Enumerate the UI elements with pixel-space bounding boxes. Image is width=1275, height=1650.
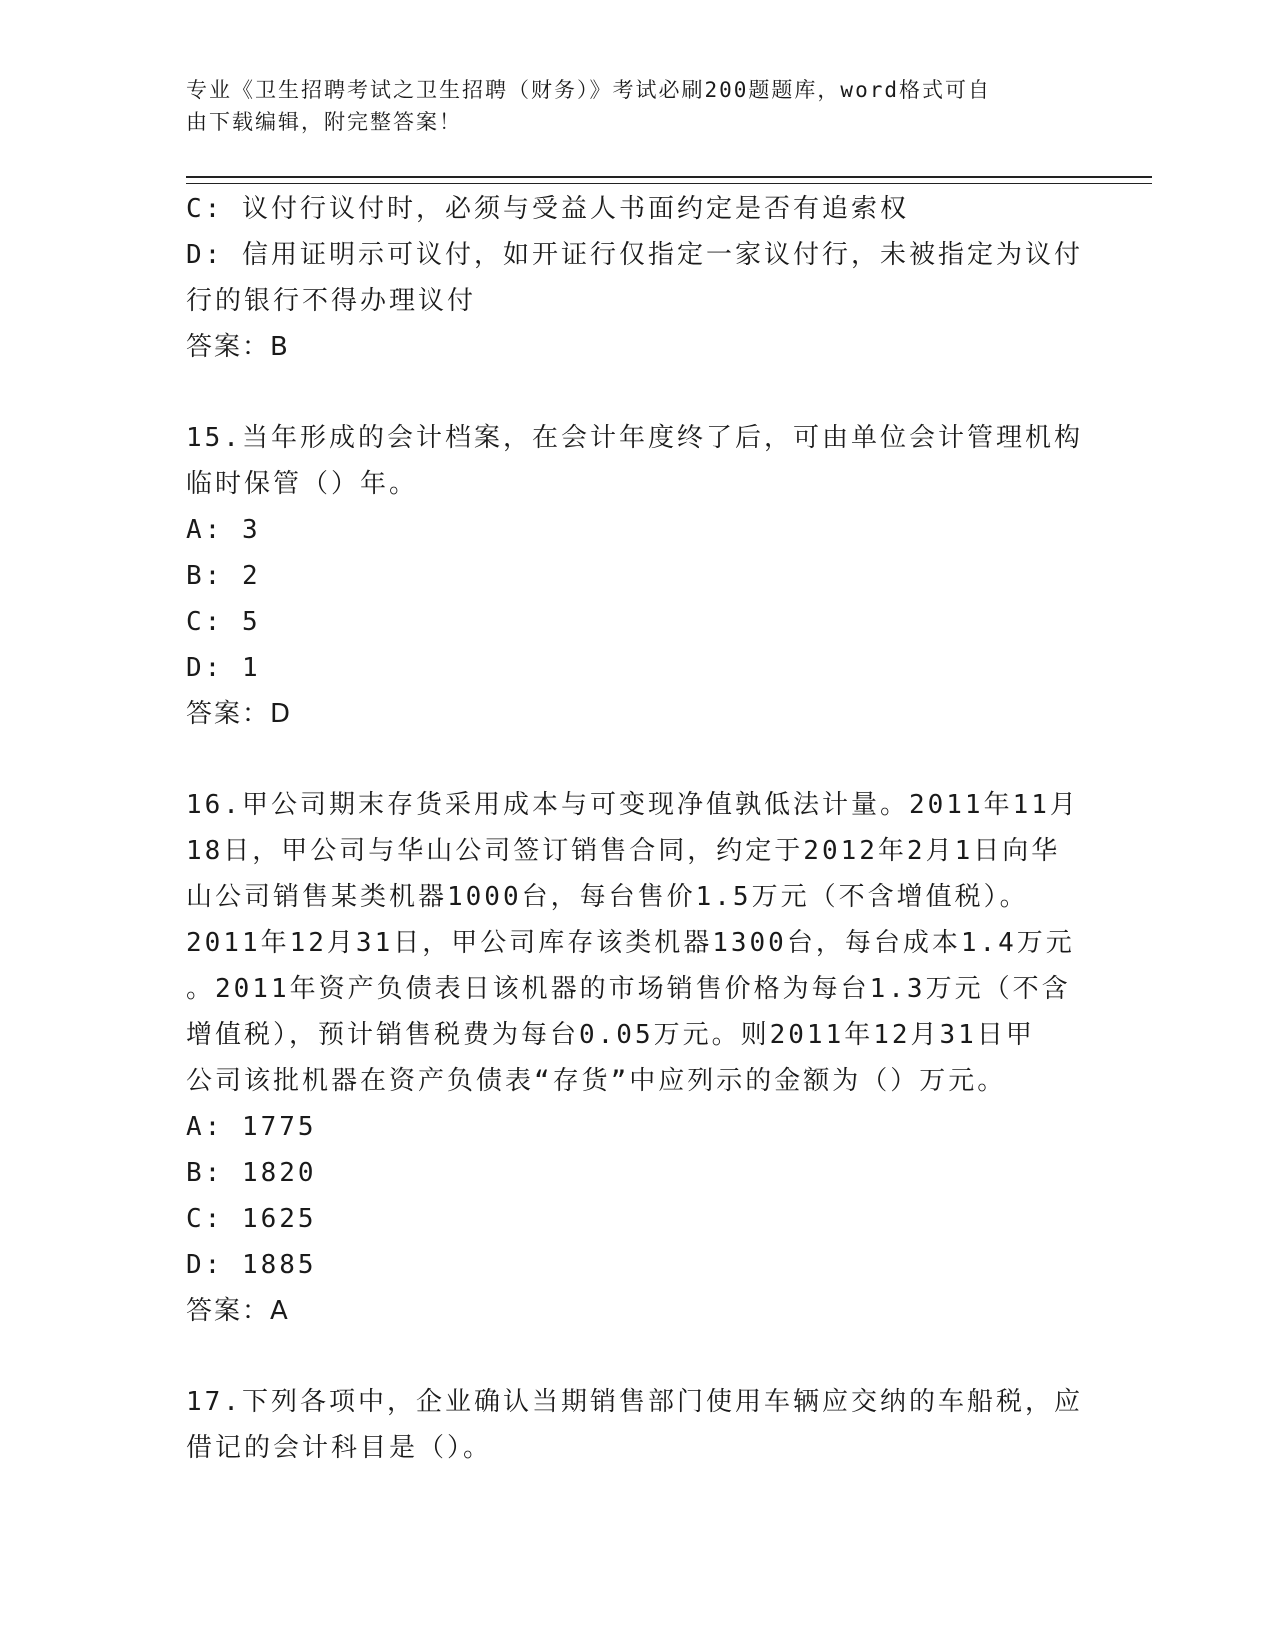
question-15-answer: 答案：D	[186, 699, 293, 729]
question-16-stem-line-2: 18日，甲公司与华山公司签订销售合同，约定于2012年2月1日向华	[186, 836, 1061, 866]
question-17-stem-line-2: 借记的会计科目是（）。	[186, 1433, 493, 1463]
question-15-stem-line-1: 15.当年形成的会计档案，在会计年度终了后，可由单位会计管理机构	[186, 423, 1083, 453]
question-14-option-d-line-2: 行的银行不得办理议付	[186, 286, 477, 316]
spacer	[186, 370, 1086, 415]
question-14-option-c: C: 议付行议付时，必须与受益人书面约定是否有追索权	[186, 194, 909, 224]
question-list	[186, 186, 1086, 1471]
question-16-stem-line-1: 16.甲公司期末存货采用成本与可变现净值孰低法计量。2011年11月	[186, 790, 1079, 820]
question-14-block	[186, 186, 1086, 370]
spacer	[186, 1334, 1086, 1379]
question-16-option-d: D: 1885	[186, 1250, 317, 1280]
question-16-stem-line-7: 公司该批机器在资产负债表“存货”中应列示的金额为（）万元。	[186, 1066, 1007, 1096]
question-17-block	[186, 1379, 1086, 1471]
question-16-option-b: B: 1820	[186, 1158, 317, 1188]
question-16-stem-line-4: 2011年12月31日，甲公司库存该类机器1300台，每台成本1.4万元	[186, 928, 1075, 958]
question-15-block	[186, 415, 1086, 737]
question-15-option-c: C: 5	[186, 607, 261, 637]
question-15-option-d: D: 1	[186, 653, 261, 683]
header-rule-thick	[186, 176, 1152, 178]
header-line-2: 由下载编辑，附完整答案！	[186, 110, 462, 134]
question-16-option-a: A: 1775	[186, 1112, 317, 1142]
question-16-stem-line-6: 增值税），预计销售税费为每台0.05万元。则2011年12月31日甲	[186, 1020, 1035, 1050]
question-14-answer: 答案：B	[186, 332, 290, 362]
question-15-option-b: B: 2	[186, 561, 261, 591]
question-16-stem-line-5: 。2011年资产负债表日该机器的市场销售价格为每台1.3万元（不含	[186, 974, 1071, 1004]
question-15-option-a: A: 3	[186, 515, 261, 545]
spacer	[186, 737, 1086, 782]
header-line-1: 专业《卫生招聘考试之卫生招聘（财务）》考试必刷200题题库，word格式可自	[186, 78, 991, 102]
header-rule-thin	[186, 183, 1152, 184]
question-14-option-d-line-1: D: 信用证明示可议付，如开证行仅指定一家议付行，未被指定为议付	[186, 240, 1083, 270]
question-16-option-c: C: 1625	[186, 1204, 317, 1234]
question-16-answer: 答案：A	[186, 1296, 290, 1326]
question-16-stem-line-3: 山公司销售某类机器1000台，每台售价1.5万元（不含增值税）。	[186, 882, 1029, 912]
question-15-stem-line-2: 临时保管（）年。	[186, 469, 419, 499]
question-16-block	[186, 782, 1086, 1334]
question-17-stem-line-1: 17.下列各项中，企业确认当期销售部门使用车辆应交纳的车船税，应	[186, 1387, 1083, 1417]
document-header	[186, 74, 1066, 138]
